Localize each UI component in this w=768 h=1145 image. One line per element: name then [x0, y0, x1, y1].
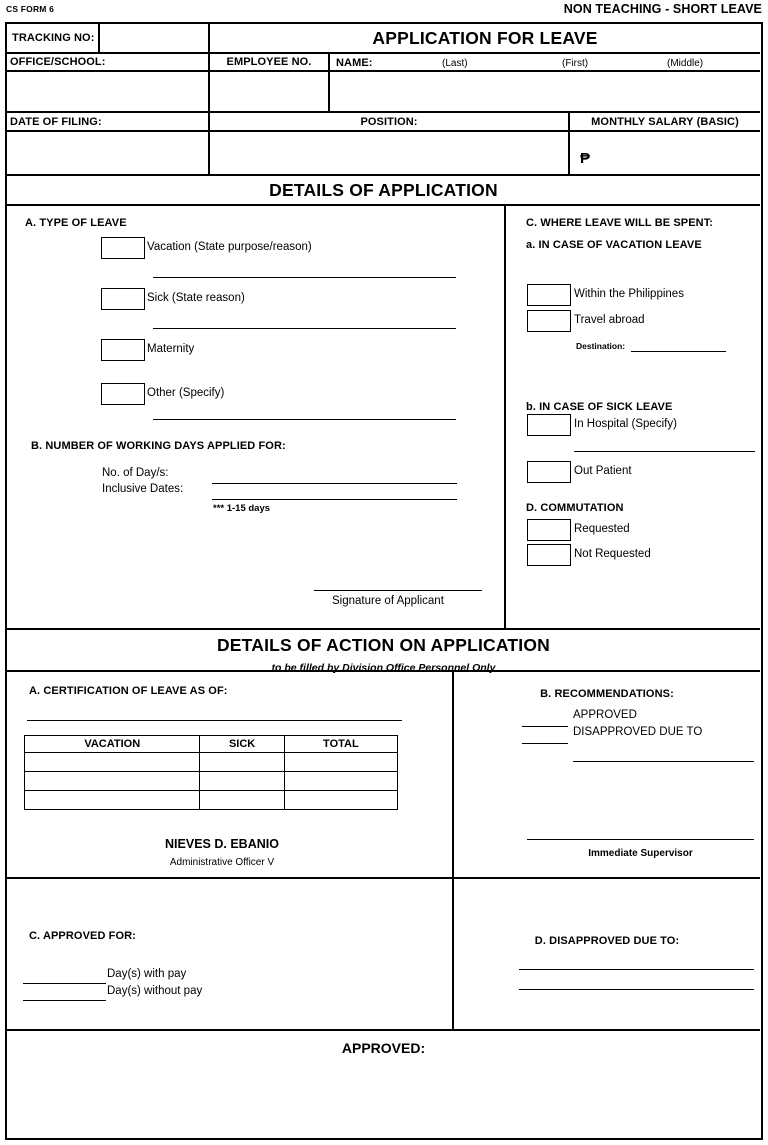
approved-signature-area[interactable] [7, 1064, 760, 1142]
approved-for-title: C. APPROVED FOR: [29, 930, 136, 942]
employee-no-label: EMPLOYEE NO. [226, 56, 312, 68]
checkbox-in-hospital[interactable] [527, 414, 571, 436]
cell-sick[interactable] [200, 753, 284, 772]
header-row-inputs [7, 72, 760, 113]
cell-sick[interactable] [200, 791, 284, 810]
immediate-supervisor-line[interactable] [527, 839, 754, 840]
tracking-no-label: TRACKING NO: [12, 32, 95, 44]
vacation-leave-case-title: a. IN CASE OF VACATION LEAVE [526, 239, 702, 251]
checkbox-maternity[interactable] [101, 339, 145, 361]
disapproved-line-2[interactable] [519, 989, 754, 990]
checkbox-other[interactable] [101, 383, 145, 405]
form-frame [5, 22, 763, 1140]
label-sick: Sick (State reason) [147, 292, 245, 304]
form-title: APPLICATION FOR LEAVE [372, 27, 598, 48]
immediate-supervisor-label: Immediate Supervisor [588, 848, 693, 859]
header-row-inputs2 [7, 132, 760, 176]
certification-table [24, 735, 398, 810]
approved-check-line[interactable] [522, 726, 568, 727]
monthly-salary-field[interactable] [570, 132, 760, 176]
checkbox-within-philippines[interactable] [527, 284, 571, 306]
certification-panel [7, 672, 452, 879]
label-other: Other (Specify) [147, 387, 225, 399]
label-within-philippines: Within the Philippines [574, 288, 684, 300]
disapproved-due-to-title: D. DISAPPROVED DUE TO: [534, 935, 680, 947]
date-of-filing-label: DATE OF FILING: [10, 115, 102, 128]
position-label: POSITION: [360, 115, 418, 128]
form-code-label: CS FORM 6 [6, 4, 55, 14]
other-specify-line[interactable] [153, 419, 456, 420]
cell-total[interactable] [284, 772, 397, 791]
days-note: *** 1-15 days [213, 503, 271, 514]
officer-title: Administrative Officer V [169, 857, 275, 868]
col-header-vacation: VACATION [25, 736, 200, 753]
vacation-reason-line[interactable] [153, 277, 456, 278]
date-of-filing-field[interactable] [7, 132, 210, 176]
recommendations-panel [454, 672, 760, 879]
disapproved-due-to-panel [454, 879, 760, 1031]
disapproved-line-1[interactable] [519, 969, 754, 970]
days-without-pay-line[interactable] [23, 1000, 106, 1001]
name-label: NAME: [336, 57, 373, 69]
cell-sick[interactable] [200, 772, 284, 791]
checkbox-out-patient[interactable] [527, 461, 571, 483]
approved-disapproved-row [7, 879, 760, 1031]
cell-vacation[interactable] [25, 753, 200, 772]
certification-date-line[interactable] [27, 720, 402, 721]
header-row-tracking [7, 24, 760, 54]
label-disapproved-due-to: DISAPPROVED DUE TO [573, 726, 703, 738]
approved-for-panel [7, 879, 452, 1031]
checkbox-sick[interactable] [101, 288, 145, 310]
signature-of-applicant-label: Signature of Applicant [332, 595, 444, 607]
checkbox-not-requested[interactable] [527, 544, 571, 566]
details-of-action-title: DETAILS OF ACTION ON APPLICATION [216, 635, 551, 655]
table-row[interactable] [25, 791, 398, 810]
table-header-row [25, 736, 398, 753]
form-kind-label: NON TEACHING - SHORT LEAVE [563, 2, 762, 16]
label-out-patient: Out Patient [574, 465, 632, 477]
destination-label: Destination: [576, 341, 626, 351]
days-with-pay-line[interactable] [23, 983, 106, 984]
checkbox-vacation[interactable] [101, 237, 145, 259]
monthly-salary-label: MONTHLY SALARY (BASIC) [591, 115, 739, 128]
approved-footer-panel [7, 1031, 760, 1142]
label-maternity: Maternity [147, 343, 195, 355]
name-middle-label: (Middle) [667, 58, 704, 69]
table-row[interactable] [25, 753, 398, 772]
officer-name: NIEVES D. EBANIO [165, 837, 279, 851]
signature-of-applicant-line[interactable] [314, 590, 482, 591]
in-hospital-specify-line[interactable] [574, 451, 755, 452]
details-left-column [7, 206, 504, 630]
label-not-requested: Not Requested [574, 548, 651, 560]
details-of-action-subtitle: to be filled by Division Office Personnel Only [271, 662, 496, 674]
disapproved-check-line[interactable] [522, 743, 568, 744]
name-last-label: (Last) [442, 58, 468, 69]
disapproved-reason-line[interactable] [573, 761, 754, 762]
label-days-without-pay: Day(s) without pay [107, 985, 203, 997]
details-of-action-header [7, 630, 760, 672]
tracking-no-field[interactable] [100, 24, 210, 54]
office-school-field[interactable] [7, 72, 210, 113]
inclusive-dates-label: Inclusive Dates: [102, 483, 184, 495]
label-travel-abroad: Travel abroad [574, 314, 645, 326]
details-right-column [506, 206, 760, 630]
details-of-application-title: DETAILS OF APPLICATION [269, 179, 498, 200]
name-field[interactable] [330, 72, 760, 113]
details-of-application-body [7, 206, 760, 630]
certification-recommendation-row [7, 672, 760, 879]
cell-total[interactable] [284, 753, 397, 772]
header-row-labels2 [7, 113, 760, 132]
recommendations-title: B. RECOMMENDATIONS: [540, 688, 674, 700]
col-header-sick: SICK [200, 736, 284, 753]
header-row-labels [7, 54, 760, 72]
label-approved: APPROVED [573, 709, 637, 721]
cell-vacation[interactable] [25, 772, 200, 791]
employee-no-field[interactable] [210, 72, 330, 113]
sick-reason-line[interactable] [153, 328, 456, 329]
label-days-with-pay: Day(s) with pay [107, 968, 187, 980]
peso-sign-icon: ₱ [580, 150, 591, 167]
commutation-title: D. COMMUTATION [526, 502, 624, 514]
position-field[interactable] [210, 132, 570, 176]
details-of-application-header [7, 176, 760, 206]
no-of-days-line[interactable] [212, 483, 457, 484]
checkbox-travel-abroad[interactable] [527, 310, 571, 332]
no-of-days-label: No. of Day/s: [102, 467, 169, 479]
col-header-total: TOTAL [284, 736, 397, 753]
approved-footer-label: APPROVED: [341, 1040, 426, 1056]
destination-line[interactable] [631, 351, 726, 352]
form-top-strip [0, 0, 768, 22]
label-requested: Requested [574, 523, 630, 535]
label-vacation: Vacation (State purpose/reason) [147, 241, 312, 253]
label-in-hospital: In Hospital (Specify) [574, 418, 677, 430]
type-of-leave-title: A. TYPE OF LEAVE [25, 217, 127, 229]
where-leave-spent-title: C. WHERE LEAVE WILL BE SPENT: [526, 217, 714, 229]
table-row[interactable] [25, 772, 398, 791]
sick-leave-case-title: b. IN CASE OF SICK LEAVE [526, 401, 673, 413]
working-days-title: B. NUMBER OF WORKING DAYS APPLIED FOR: [31, 440, 286, 452]
cell-vacation[interactable] [25, 791, 200, 810]
cell-total[interactable] [284, 791, 397, 810]
office-school-label: OFFICE/SCHOOL: [10, 56, 106, 68]
name-first-label: (First) [562, 58, 589, 69]
inclusive-dates-line[interactable] [212, 499, 457, 500]
checkbox-requested[interactable] [527, 519, 571, 541]
certification-title: A. CERTIFICATION OF LEAVE AS OF: [29, 685, 228, 697]
